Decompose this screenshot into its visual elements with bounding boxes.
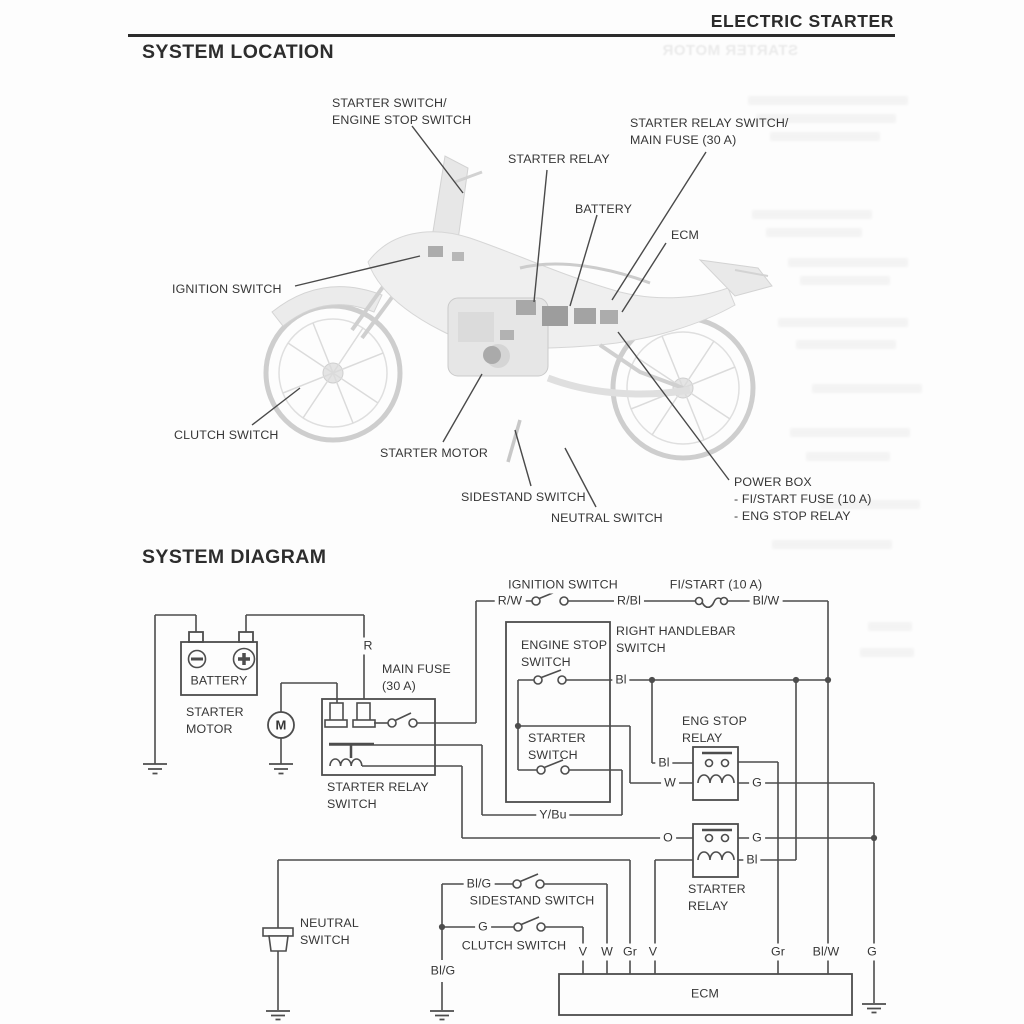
location-label-neutral-switch: NEUTRAL SWITCH	[551, 511, 663, 525]
diagram-label-wire-bl-3: Bl	[743, 852, 760, 869]
diagram-label-wire-blg-2: Bl/G	[428, 963, 459, 980]
fuse-element	[702, 598, 723, 607]
relay-switch-coil	[330, 759, 362, 766]
diagram-label-wire-r: R	[360, 638, 375, 655]
diagram-label-wire-rbl: R/Bl	[614, 593, 644, 610]
starter-relay-coil	[698, 852, 734, 860]
diagram-label-ecm-w: W	[598, 944, 616, 961]
diagram-label-wire-g-1: G	[749, 775, 765, 792]
diagram-label-motor-m: M	[275, 717, 287, 733]
diagram-label-ignition-switch: IGNITION SWITCH	[505, 577, 621, 594]
location-label-starter-switch-engine-stop-switch: STARTER SWITCH/ ENGINE STOP SWITCH	[332, 96, 472, 127]
diagram-label-starter-motor: STARTER MOTOR	[186, 705, 244, 736]
diagram-label-ecm-v2: V	[646, 944, 660, 961]
location-label-ecm: ECM	[671, 228, 699, 242]
diagram-label-wire-w: W	[661, 775, 679, 792]
location-label-power-box: POWER BOX - FI/START FUSE (10 A) - ENG STOP RELAY	[734, 475, 872, 523]
diagram-label-right-handlebar-switch: RIGHT HANDLEBAR SWITCH	[616, 624, 736, 655]
diagram-label-wire-bl-2: Bl	[655, 755, 672, 772]
diagram-label-starter-relay-switch: STARTER RELAY SWITCH	[327, 780, 429, 811]
bleed-through-text: STARTER MOTOR	[662, 42, 798, 59]
page-title: ELECTRIC STARTER	[710, 11, 894, 31]
diagram-label-engine-stop-switch: ENGINE STOP SWITCH	[521, 638, 608, 669]
diagram-label-wire-g-3: G	[475, 919, 491, 936]
diagram-label-wire-rw: R/W	[495, 593, 526, 610]
diagram-label-wire-bl-1: Bl	[612, 672, 629, 689]
diagram-label-fi-start-fuse: FI/START (10 A)	[667, 577, 765, 594]
diagram-label-starter-relay: STARTER RELAY	[688, 882, 746, 913]
location-label-ignition-switch: IGNITION SWITCH	[172, 282, 282, 296]
battery-plus-symbol	[234, 649, 255, 670]
diagram-label-ecm-v1: V	[576, 944, 590, 961]
location-label-starter-relay: STARTER RELAY	[508, 152, 610, 166]
neutral-switch-symbol	[263, 928, 293, 951]
diagram-label-eng-stop-relay: ENG STOP RELAY	[682, 714, 748, 745]
diagram-label-starter-switch: STARTER SWITCH	[528, 731, 586, 762]
diagram-label-wire-ybu: Y/Bu	[536, 807, 569, 824]
location-label-starter-relay-switch-main-fuse: STARTER RELAY SWITCH/ MAIN FUSE (30 A)	[630, 116, 789, 147]
diagram-label-main-fuse: MAIN FUSE (30 A)	[382, 662, 451, 693]
diagram-label-clutch-switch: CLUTCH SWITCH	[459, 938, 570, 955]
starter-relay-box	[693, 824, 738, 877]
section-title-system-location: SYSTEM LOCATION	[142, 41, 334, 63]
sidestand-switch-blade	[519, 874, 538, 882]
location-label-sidestand-switch: SIDESTAND SWITCH	[461, 490, 586, 504]
engine-stop-switch-blade	[540, 670, 561, 678]
relay-switch-contact-blade	[394, 713, 411, 721]
location-label-battery: BATTERY	[575, 202, 633, 216]
eng-stop-relay-box	[693, 747, 738, 800]
diagram-label-battery: BATTERY	[187, 673, 250, 690]
diagram-label-wire-blg-1: Bl/G	[464, 876, 495, 893]
battery-minus-symbol	[189, 651, 206, 668]
diagram-label-ecm-blw: Bl/W	[810, 944, 843, 961]
diagram-label-sidestand-switch: SIDESTAND SWITCH	[467, 893, 598, 910]
diagram-label-wire-blw: Bl/W	[750, 593, 783, 610]
battery-terminal-neg	[189, 632, 203, 642]
diagram-label-ecm-gr1: Gr	[620, 944, 640, 961]
diagram-label-ecm-g: G	[864, 944, 880, 961]
relay-switch-bracket	[329, 744, 374, 758]
diagram-label-ecm: ECM	[688, 986, 722, 1003]
diagram-label-neutral-switch: NEUTRAL SWITCH	[300, 916, 359, 947]
diagram-label-wire-o: O	[660, 830, 676, 847]
section-title-system-diagram: SYSTEM DIAGRAM	[142, 546, 327, 568]
battery-terminal-pos	[239, 632, 253, 642]
motorcycle-illustration	[266, 156, 772, 462]
diagram-label-ecm-gr2: Gr	[768, 944, 788, 961]
clutch-switch-blade	[520, 917, 539, 925]
location-label-clutch-switch: CLUTCH SWITCH	[174, 428, 279, 442]
main-fuse-symbol	[325, 703, 375, 727]
eng-stop-relay-coil	[698, 775, 734, 783]
diagram-label-wire-g-2: G	[749, 830, 765, 847]
location-label-starter-motor: STARTER MOTOR	[380, 446, 488, 460]
